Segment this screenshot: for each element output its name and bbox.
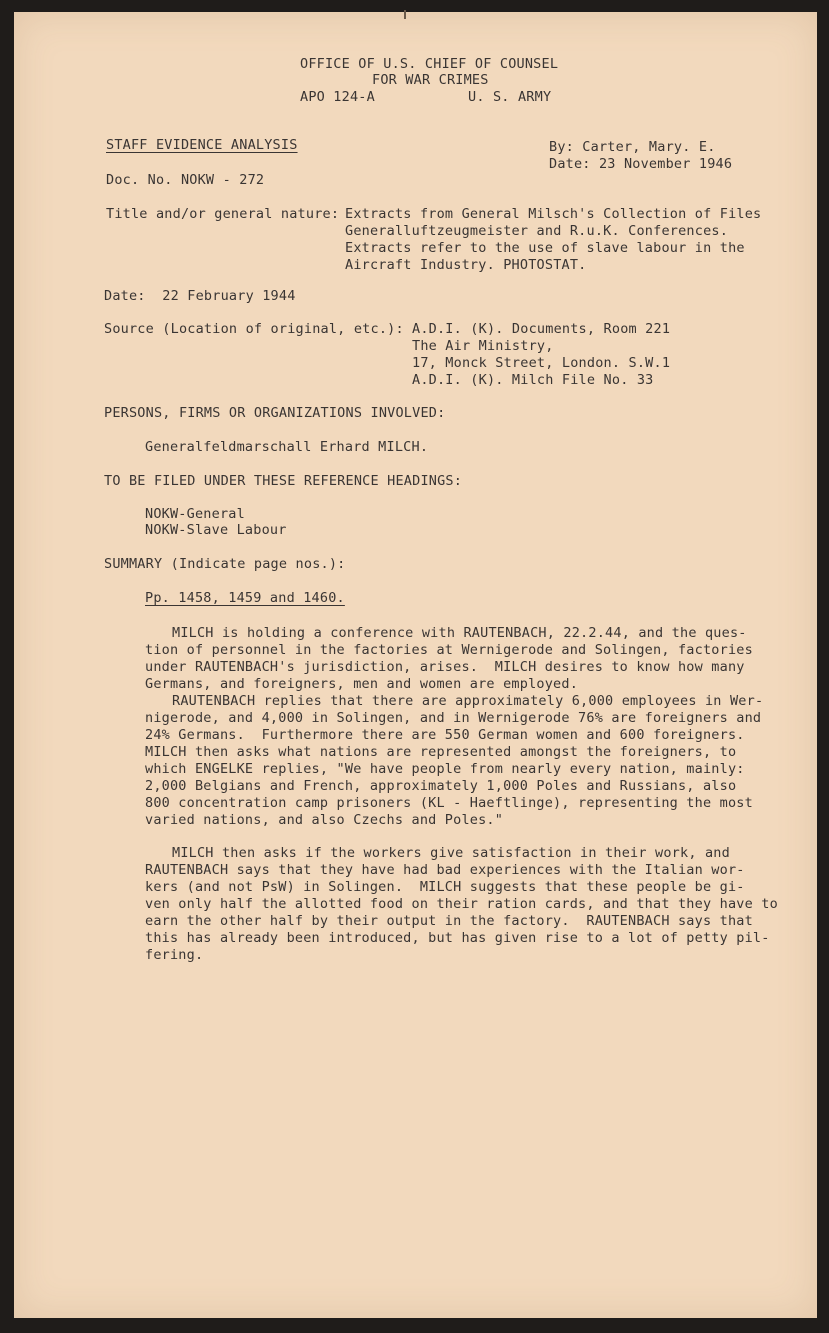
- summary-line: which ENGELKE replies, "We have people from nearly every nation, mainly:: [145, 761, 745, 777]
- staff-evidence-heading: STAFF EVIDENCE ANALYSIS: [106, 137, 298, 153]
- title-line: Aircraft Industry. PHOTOSTAT.: [345, 257, 587, 273]
- summary-line: 800 concentration camp prisoners (KL - Haeftlinge), representing the most: [145, 795, 753, 811]
- summary-line: this has already been introduced, but has given rise to a lot of petty pil-: [145, 930, 770, 946]
- source-line: A.D.I. (K). Documents, Room 221: [412, 321, 671, 337]
- summary-label: SUMMARY (Indicate page nos.):: [104, 556, 346, 572]
- document-number: Doc. No. NOKW - 272: [106, 172, 265, 188]
- title-line: Extracts refer to the use of slave labour in the: [345, 240, 745, 256]
- persons-value: Generalfeldmarschall Erhard MILCH.: [145, 439, 429, 455]
- source-label: Source (Location of original, etc.):: [104, 321, 404, 337]
- summary-line: varied nations, and also Czechs and Poles.": [145, 812, 504, 828]
- source-line: 17, Monck Street, London. S.W.1: [412, 355, 671, 371]
- title-label: Title and/or general nature:: [106, 206, 340, 222]
- summary-pages: Pp. 1458, 1459 and 1460.: [145, 590, 345, 606]
- title-line: Generalluftzeugmeister and R.u.K. Conferences.: [345, 223, 729, 239]
- staple-mark: [404, 10, 406, 19]
- summary-line: tion of personnel in the factories at Wernigerode and Solingen, factories: [145, 642, 753, 658]
- summary-line: under RAUTENBACH's jurisdiction, arises. MILCH desires to know how many: [145, 659, 745, 675]
- summary-line: fering.: [145, 947, 204, 963]
- source-line: A.D.I. (K). Milch File No. 33: [412, 372, 654, 388]
- analyst-name: By: Carter, Mary. E.: [549, 139, 716, 155]
- summary-line: RAUTENBACH says that they have had bad experiences with the Italian wor-: [145, 862, 745, 878]
- summary-line: earn the other half by their output in the factory. RAUTENBACH says that: [145, 913, 753, 929]
- summary-line: kers (and not PsW) in Solingen. MILCH suggests that these people be gi-: [145, 879, 745, 895]
- apo-number: APO 124-A: [300, 89, 375, 105]
- summary-line: MILCH then asks what nations are represented amongst the foreigners, to: [145, 744, 737, 760]
- title-line: Extracts from General Milsch's Collection of Files: [345, 206, 762, 222]
- headings-label: TO BE FILED UNDER THESE REFERENCE HEADINGS:: [104, 473, 463, 489]
- document-date: Date: 22 February 1944: [104, 288, 296, 304]
- heading-item: NOKW-Slave Labour: [145, 522, 287, 538]
- persons-label: PERSONS, FIRMS OR ORGANIZATIONS INVOLVED:: [104, 405, 446, 421]
- summary-line: MILCH then asks if the workers give satisfaction in their work, and: [172, 845, 730, 861]
- army-label: U. S. ARMY: [468, 89, 552, 105]
- summary-line: MILCH is holding a conference with RAUTENBACH, 22.2.44, and the ques-: [172, 625, 747, 641]
- office-heading: OFFICE OF U.S. CHIEF OF COUNSEL: [300, 56, 559, 72]
- summary-line: RAUTENBACH replies that there are approximately 6,000 employees in Wer-: [172, 693, 764, 709]
- summary-line: 24% Germans. Furthermore there are 550 German women and 600 foreigners.: [145, 727, 745, 743]
- analysis-date: Date: 23 November 1946: [549, 156, 733, 172]
- summary-line: nigerode, and 4,000 in Solingen, and in Wernigerode 76% are foreigners and: [145, 710, 762, 726]
- summary-line: Germans, and foreigners, men and women are employed.: [145, 676, 579, 692]
- office-subheading: FOR WAR CRIMES: [372, 72, 489, 88]
- source-line: The Air Ministry,: [412, 338, 554, 354]
- summary-line: 2,000 Belgians and French, approximately 1,000 Poles and Russians, also: [145, 778, 737, 794]
- heading-item: NOKW-General: [145, 506, 245, 522]
- summary-line: ven only half the allotted food on their ration cards, and that they have to: [145, 896, 778, 912]
